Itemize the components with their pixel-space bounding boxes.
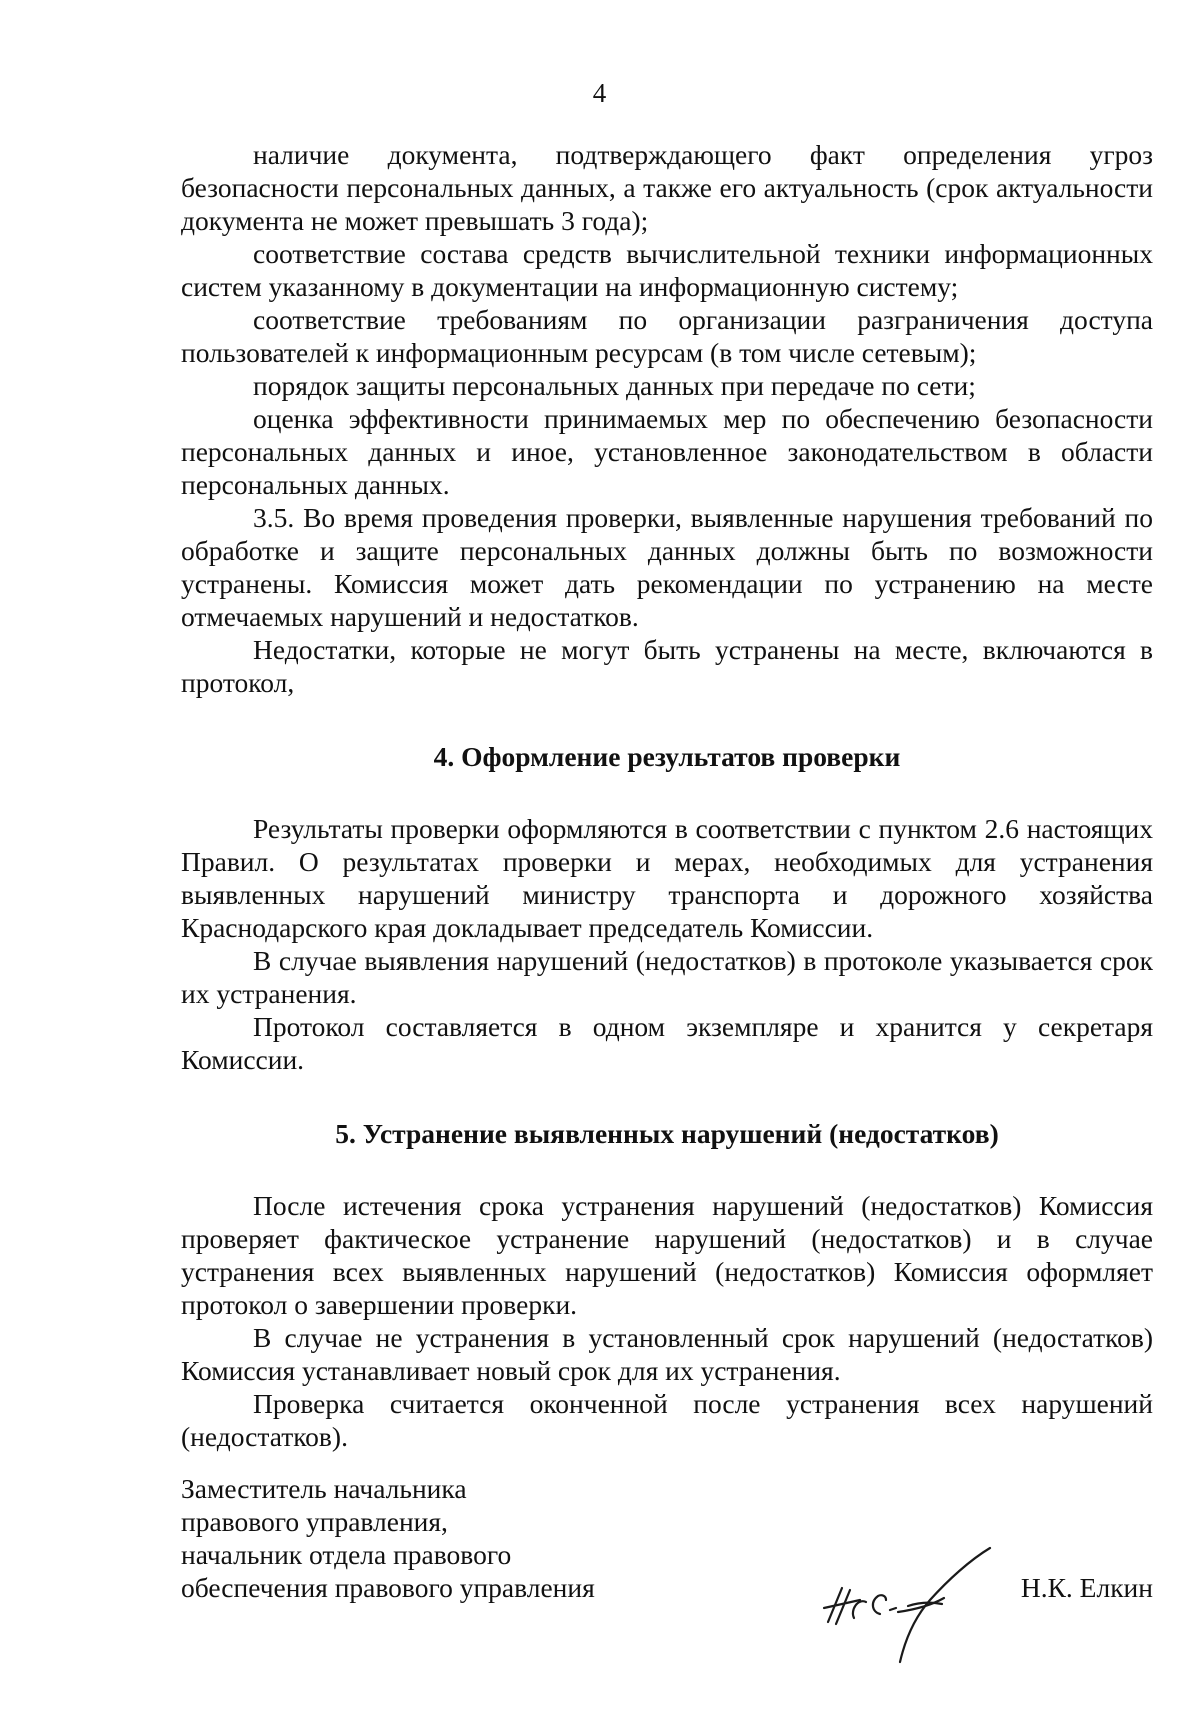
handwritten-signature-icon: [820, 1540, 1000, 1665]
paragraph: В случае выявления нарушений (недостатков) в протоколе указывается срок их устранения.: [181, 945, 1153, 1009]
document-body: [181, 138, 1153, 1453]
paragraph: Протокол составляется в одном экземпляре и хранится у секретаря Комиссии.: [181, 1011, 1153, 1075]
spacer: [181, 1076, 1153, 1117]
paragraph: После истечения срока устранения нарушений (недостатков) Комиссия проверяет фактическое устранение нарушений (недостатков) и в случае устранения всех выявленных нарушений (недостатков) Комиссия оформляет протокол о завершении проверки.: [181, 1190, 1153, 1320]
section-5-body: [181, 1189, 1153, 1453]
signatory-position-line: Заместитель начальника: [181, 1473, 467, 1504]
section-4-body: [181, 812, 1153, 1076]
paragraph: наличие документа, подтверждающего факт определения угроз безопасности персональных данных, а также его актуальность (срок актуальности документа не может превышать 3 года);: [181, 139, 1153, 236]
paragraph: 3.5. Во время проведения проверки, выявленные нарушения требований по обработке и защите персональных данных должны быть по возможности устранены. Комиссия может дать рекомендации по устранению на месте отмечаемых нарушений и недостатков.: [181, 502, 1153, 632]
paragraph: Недостатки, которые не могут быть устранены на месте, включаются в протокол,: [181, 634, 1153, 698]
paragraph: соответствие требованиям по организации разграничения доступа пользователей к информационным ресурсам (в том числе сетевым);: [181, 304, 1153, 368]
paragraph: оценка эффективности принимаемых мер по обеспечению безопасности персональных данных и иное, установленное законодательством в области персональных данных.: [181, 403, 1153, 500]
paragraph: Результаты проверки оформляются в соответствии с пунктом 2.6 настоящих Правил. О результатах проверки и мерах, необходимых для устранения выявленных нарушений министру транспорта и дорожного хозяйства Краснодарского края докладывает председатель Комиссии.: [181, 813, 1153, 943]
paragraph: Проверка считается оконченной после устранения всех нарушений (недостатков).: [181, 1388, 1153, 1452]
section-4-heading: 4. Оформление результатов проверки: [433, 741, 901, 772]
paragraph: В случае не устранения в установленный срок нарушений (недостатков) Комиссия устанавливает новый срок для их устранения.: [181, 1322, 1153, 1386]
signatory-position-line: начальник отдела правового: [181, 1539, 512, 1570]
section-5-heading: 5. Устранение выявленных нарушений (недостатков): [335, 1118, 999, 1149]
page-number: 4: [592, 78, 607, 108]
paragraph: порядок защиты персональных данных при передаче по сети;: [253, 370, 976, 401]
signatory-position-line: обеспечения правового управления: [181, 1572, 595, 1603]
signature-block: [181, 1472, 1153, 1604]
signatory-position-line: правового управления,: [181, 1506, 448, 1537]
spacer: [181, 773, 1153, 812]
spacer: [181, 699, 1153, 740]
signatory-name: Н.К. Елкин: [1020, 1572, 1153, 1603]
paragraph: соответствие состава средств вычислительной техники информационных систем указанному в документации на информационную систему;: [181, 238, 1153, 302]
section-3-continuation: [181, 138, 1153, 699]
spacer: [181, 1150, 1153, 1189]
